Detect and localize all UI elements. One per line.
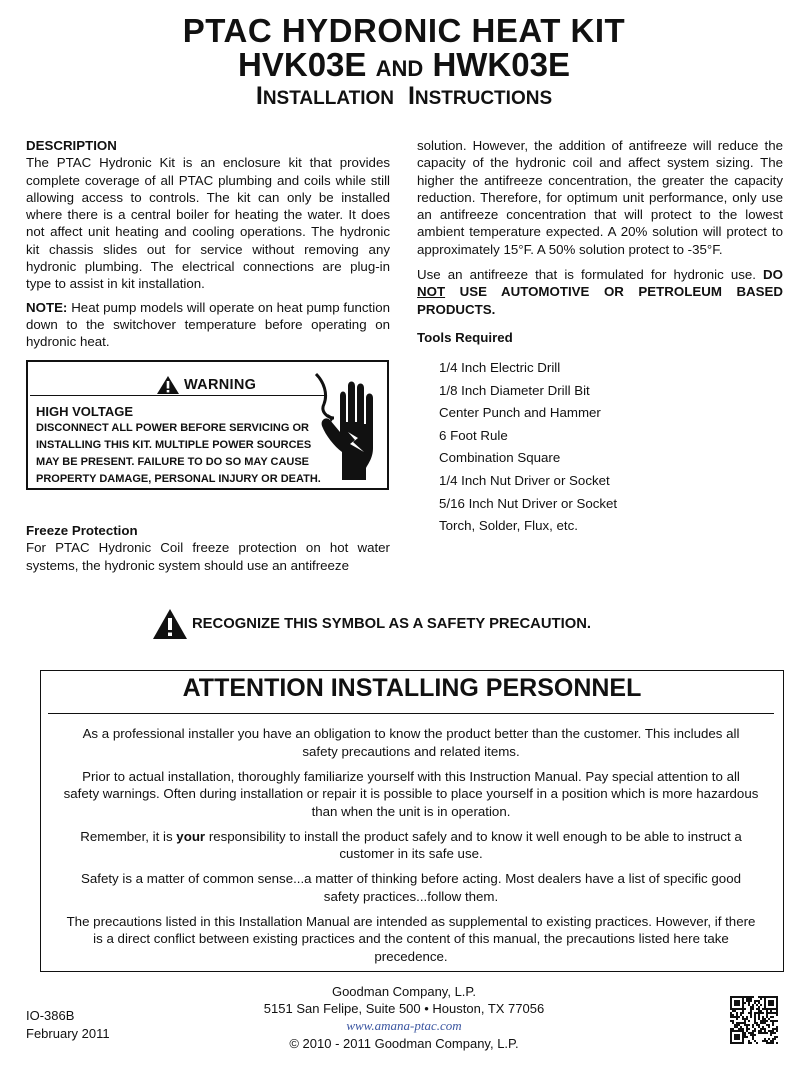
freeze-body: For PTAC Hydronic Coil freeze protection on hot water systems, the hydronic system should use an antifreeze [26,540,390,573]
safety-triangle-icon [152,608,188,640]
tool-item: 1/4 Inch Nut Driver or Socket [439,472,610,488]
tool-item: Center Punch and Hammer [439,405,601,421]
attention-box [40,670,784,972]
attention-paragraph: The precautions listed in this Installation Manual are intended as supplemental to existing practices. However, if there is a direct conflict between existing practices and the content of this manual, the precautions listed here take precedence. [66,913,756,964]
tool-item: Combination Square [439,450,561,466]
attention-paragraph: As a professional installer you have an obligation to know the product better than the customer. This includes all safety precautions and related items. [82,726,740,759]
attention-paragraph: Prior to actual installation, thoroughly familiarize yourself with this Instruction Manual. Pay special attention to all safety warnings. Often during installation or repair it is possible to place yourself in a position which is more hazardous than when the unit is in operation. [63,768,759,819]
subtitle-word-2: NSTRUCTIONS [414,88,553,109]
subtitle-initial-1: I [255,82,263,110]
subtitle-word-1: NSTALLATION [262,88,395,109]
tool-item: 6 Foot Rule [439,427,508,443]
not-text: NOT [417,284,446,300]
footer [0,983,808,1052]
tools-required-section [417,330,783,540]
tool-item: Torch, Solder, Flux, etc. [439,518,578,534]
attention-paragraph: Safety is a matter of common sense...a matter of thinking before acting. Most dealers have a list of specific good safety practices...follow them. [80,871,741,904]
description-section [26,137,390,359]
warning-triangle-icon [156,375,180,395]
do-text: DO [763,267,783,283]
model-and: AND [375,56,424,81]
high-voltage-label: HIGH VOLTAGE [36,404,134,419]
copyright: © 2010 - 2011 Goodman Company, L.P. [289,1035,519,1051]
model-hvk: HVK03E [238,46,367,83]
freeze-protection-section [26,522,390,574]
tool-item: 1/4 Inch Electric Drill [439,360,561,375]
company-name: Goodman Company, L.P. [331,984,477,999]
qr-code-icon [730,996,778,1044]
tools-heading: Tools Required [417,330,513,345]
attention-title: ATTENTION INSTALLING PERSONNEL [182,674,642,702]
warning-divider [30,395,326,396]
website-link[interactable]: www.amana-ptac.com [346,1018,462,1034]
warning-header [156,375,256,395]
document-id-block [26,1007,110,1042]
note-label: NOTE: [26,299,68,315]
attention-p3-your: your [176,828,206,844]
document-date: February 2011 [26,1025,110,1041]
tool-item: 5/16 Inch Nut Driver or Socket [439,495,618,511]
attention-body [63,725,759,973]
model-hwk: HWK03E [432,46,570,83]
document-id: IO-386B [26,1008,75,1023]
attention-p3-a: Remember, it is [80,828,177,844]
document-title: PTAC HYDRONIC HEAT KIT [182,12,626,49]
antifreeze-section [417,137,783,326]
description-heading: DESCRIPTION [26,138,117,153]
warning-title: WARNING [184,377,257,393]
attention-paragraph [63,828,759,863]
tool-item: 1/8 Inch Diameter Drill Bit [439,382,590,398]
attention-divider [48,713,774,714]
description-body: The PTAC Hydronic Kit is an enclosure kit that provides complete coverage of all PTAC plumbing and coils while still allowing access to controls. The kit can only be installed where there is a central boiler for heating the water. It does not affect unit heating and cooling operations. The hydronic kit chassis slides out for service without removing any hydronic plumbing. The electrical connections are plug-in type to assist in kit installation. [26,155,390,292]
safety-symbol-notice [152,608,591,640]
automotive-warning-text: USE AUTOMOTIVE OR PETROLEUM BASED PRODUCTS. [417,284,783,317]
antifreeze-paragraph: solution. However, the addition of antifreeze will reduce the capacity of the hydronic coil and affect system sizing. The higher the antifreeze concentration, the greater the capacity reduction. Therefore, for optimum unit performance, only use an antifreeze concentration that will protect to the lowest ambient temperature expected. A 20% solution will protect to approximately 15°F. A 50% solution protect to -35°F. [417,138,783,257]
safety-symbol-text: RECOGNIZE THIS SYMBOL AS A SAFETY PRECAUTION. [192,616,592,632]
subtitle-initial-2: I [407,82,415,110]
company-address: 5151 San Felipe, Suite 500 • Houston, TX 77056 [263,1001,545,1017]
document-subtitle [0,82,808,111]
attention-p3-b: responsibility to install the product safely and to know it well enough to be able to instruct a customer in its safe use. [205,828,742,861]
note-text: Heat pump models will operate on heat pump function down to the switchover temperature before operating on hydronic heat. [26,299,390,350]
freeze-heading: Freeze Protection [26,523,138,538]
warning-text: DISCONNECT ALL POWER BEFORE SERVICING OR INSTALLING THIS KIT. MULTIPLE POWER SOURCES MAY BE PRESENT. FAILURE TO DO SO MAY CAUSE PROPERTY DAMAGE, PERSONAL INJURY OR DEATH. [36,422,321,485]
electric-shock-hand-icon [312,372,388,482]
antifreeze-text: Use an antifreeze that is formulated for hydronic use. [417,267,764,283]
antifreeze-warning-paragraph [417,266,783,318]
model-numbers [0,46,808,84]
warning-box [26,360,389,490]
